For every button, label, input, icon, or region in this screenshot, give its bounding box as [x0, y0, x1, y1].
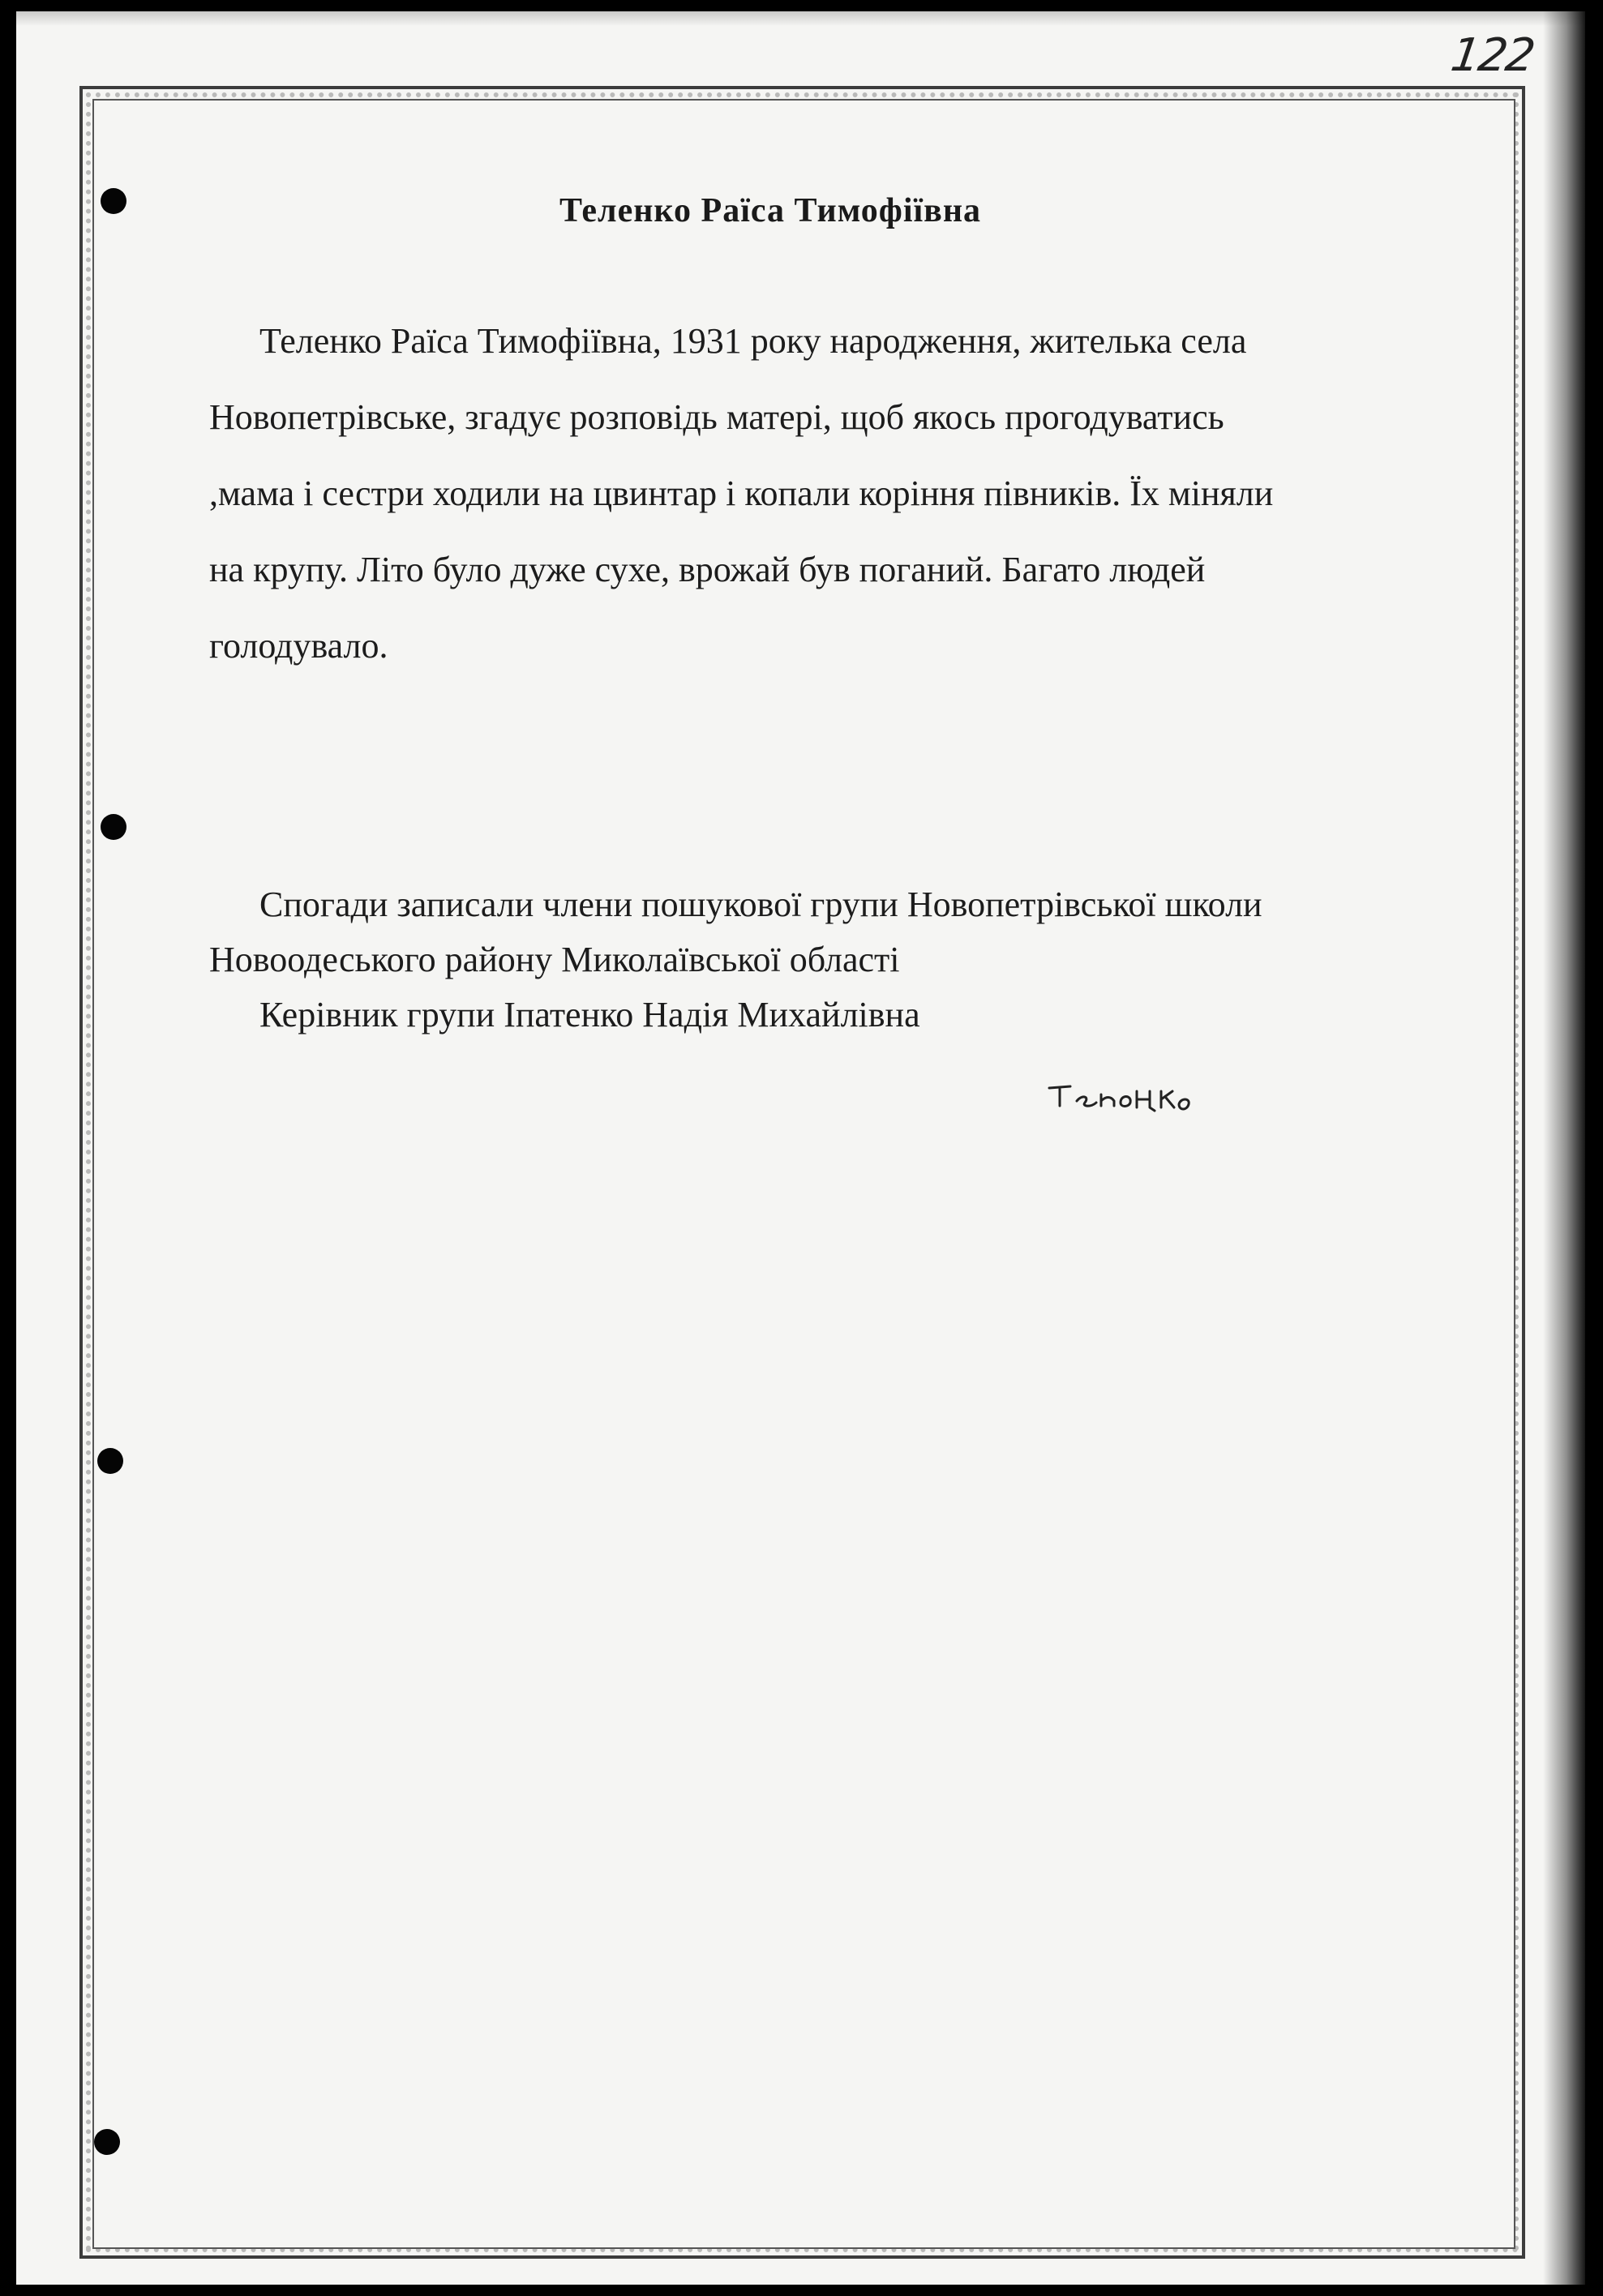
body-line-1: Теленко Раїса Тимофіївна, 1931 року народження, жителька села	[259, 321, 1247, 361]
credits-line-2: Новоодеського району Миколаївської області	[209, 940, 900, 979]
scan-shadow-top	[16, 11, 1585, 26]
handwritten-page-number: 122	[1447, 29, 1537, 82]
punch-hole-1	[101, 188, 126, 214]
punch-hole-3	[97, 1448, 123, 1474]
punch-hole-4	[94, 2129, 120, 2155]
handwritten-signature	[1046, 1080, 1289, 1129]
body-line-5: голодувало.	[209, 626, 388, 666]
body-line-3: ,мама і сестри ходили на цвинтар і копали коріння півників. Їх міняли	[209, 473, 1274, 513]
body-line-4: на крупу. Літо було дуже сухе, врожай був поганий. Багато людей	[209, 550, 1206, 589]
credits-block	[209, 877, 1474, 1043]
document-page	[16, 11, 1585, 2285]
credits-line-1: Спогади записали члени пошукової групи Новопетрівської школи	[259, 885, 1262, 924]
scan-shadow-right	[1543, 11, 1585, 2285]
body-line-2: Новопетрівське, згадує розповідь матері, щоб якось прогодуватись	[209, 397, 1224, 437]
punch-hole-2	[101, 814, 126, 840]
credits-line-3: Керівник групи Іпатенко Надія Михайлівна	[259, 995, 920, 1034]
testimony-paragraph	[209, 303, 1474, 684]
document-title: Теленко Раїса Тимофіївна	[559, 192, 982, 229]
